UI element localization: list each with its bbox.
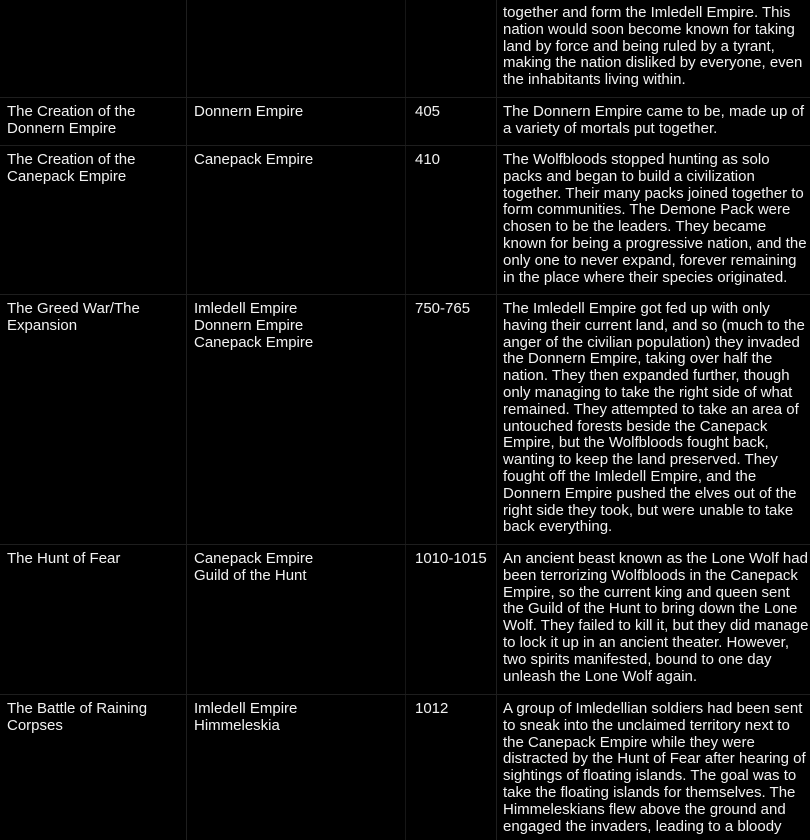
event-line: The Creation of the <box>7 151 136 168</box>
description-line: chosen to be the leaders. They became <box>503 218 767 236</box>
table-row <box>0 295 810 545</box>
description-line: The Wolfbloods stopped hunting as solo <box>503 151 770 168</box>
year-text: 1012 <box>415 700 449 717</box>
table-row <box>0 0 810 98</box>
description-cell <box>497 0 810 97</box>
nations-line: Canepack Empire <box>194 333 314 351</box>
nations-line: Donnern Empire <box>194 103 304 120</box>
description-cell <box>497 98 810 145</box>
nations-cell <box>187 0 406 97</box>
description-line: having their current land, and so (much to the <box>503 316 805 334</box>
event-cell <box>0 146 187 294</box>
event-line: The Greed War/The <box>7 300 140 317</box>
description-line: Wolf. They failed to kill it, but they did manage <box>503 617 809 635</box>
description-line: packs and began to build a civilization <box>503 167 755 185</box>
description-line: in the place where their species originated. <box>503 268 788 286</box>
description-line: two spirits manifested, bound to one day <box>503 650 772 668</box>
description-line: Himmeleskians flew above the ground and <box>503 800 786 818</box>
nations-line: Imledell Empire <box>194 300 298 317</box>
description-line: remained. They attempted to take an area of <box>503 400 799 418</box>
description-line: sightings of floating islands. The goal was to <box>503 767 797 785</box>
description-line: known for being a progressive nation, and the <box>503 234 807 252</box>
event-line: Expansion <box>7 316 78 334</box>
description-line: The Donnern Empire came to be, made up of <box>503 103 804 120</box>
description-line: to lock it up in an ancient theater. However, <box>503 633 790 651</box>
year-text: 410 <box>415 151 441 168</box>
year-cell <box>406 146 497 294</box>
description-line: anger of the civilian population) they invaded <box>503 333 800 351</box>
description-line: together. Their many packs joined together to <box>503 184 804 202</box>
nations-line: Imledell Empire <box>194 700 298 717</box>
description-line: land by force and being ruled by a tyrant, <box>503 37 775 55</box>
description-cell <box>497 545 810 694</box>
description-line: fought off the Imledell Empire, and the <box>503 467 757 485</box>
nations-cell <box>187 545 406 694</box>
description-line: form communities. The Demone Pack were <box>503 201 791 219</box>
description-line: together and form the Imledell Empire. This <box>503 4 791 21</box>
event-cell <box>0 0 187 97</box>
description-line: nation would soon become known for taking <box>503 20 795 38</box>
year-text: 750-765 <box>415 300 471 317</box>
nations-cell <box>187 98 406 145</box>
event-line: The Creation of the <box>7 103 136 120</box>
description-line: Empire, so the current king and queen sent <box>503 583 790 601</box>
description-cell <box>497 295 810 544</box>
description-line: Donnern Empire pushed the elves out of the <box>503 484 797 502</box>
nations-line: Guild of the Hunt <box>194 566 307 584</box>
description-line: only one to never expand, forever remaining <box>503 251 797 269</box>
table-row <box>0 545 810 695</box>
description-line: nation. They then expanded further, though <box>503 367 790 385</box>
table-row <box>0 695 810 840</box>
event-cell <box>0 295 187 544</box>
year-text: 1010-1015 <box>415 550 487 567</box>
nations-cell <box>187 146 406 294</box>
description-line: engaged the invaders, leading to a bloody <box>503 817 782 835</box>
description-line: A group of Imledellian soldiers had been sent <box>503 700 803 717</box>
table-row <box>0 146 810 295</box>
event-cell <box>0 695 187 840</box>
description-line: wanting to keep the land preserved. They <box>503 451 778 469</box>
description-line: the Canepack Empire while they were <box>503 733 755 751</box>
nations-cell <box>187 295 406 544</box>
description-line: take the floating islands for themselves. The <box>503 783 796 801</box>
description-line: the Donnern Empire, taking over half the <box>503 350 773 368</box>
description-line: the Guild of the Hunt to bring down the Lone <box>503 600 798 618</box>
event-cell <box>0 98 187 145</box>
description-line: distracted by the Hunt of Fear after hearing of <box>503 750 806 768</box>
event-line: Donnern Empire <box>7 119 117 137</box>
nations-line: Canepack Empire <box>194 550 314 567</box>
event-line: The Hunt of Fear <box>7 550 121 567</box>
event-cell <box>0 545 187 694</box>
year-text: 405 <box>415 103 441 120</box>
nations-cell <box>187 695 406 840</box>
event-line: The Battle of Raining <box>7 700 148 717</box>
nations-line: Himmeleskia <box>194 716 280 734</box>
description-line: right side they took, but were unable to take <box>503 501 794 519</box>
nations-line: Canepack Empire <box>194 151 314 168</box>
description-line: the inhabitants living within. <box>503 71 686 89</box>
year-cell <box>406 545 497 694</box>
description-cell <box>497 146 810 294</box>
year-cell <box>406 0 497 97</box>
year-cell <box>406 295 497 544</box>
description-line: An ancient beast known as the Lone Wolf had <box>503 550 808 567</box>
description-line: unleash the Lone Wolf again. <box>503 667 698 685</box>
description-line: been terrorizing Wolfbloods in the Canepack <box>503 566 798 584</box>
description-line: a variety of mortals put together. <box>503 119 718 137</box>
description-line: making the nation disliked by everyone, even <box>503 54 803 72</box>
description-line: untouched forests beside the Canepack <box>503 417 768 435</box>
year-cell <box>406 695 497 840</box>
description-line: Empire, but the Wolfbloods fought back, <box>503 434 769 452</box>
table-row <box>0 98 810 146</box>
description-line: to sneak into the unclaimed territory next to <box>503 716 790 734</box>
year-cell <box>406 98 497 145</box>
nations-line: Donnern Empire <box>194 316 304 334</box>
event-line: Canepack Empire <box>7 167 127 185</box>
description-line: The Imledell Empire got fed up with only <box>503 300 770 317</box>
description-cell <box>497 695 810 840</box>
description-line: back everything. <box>503 518 613 536</box>
event-line: Corpses <box>7 716 63 734</box>
description-line: only managing to take the right side of what <box>503 383 793 401</box>
